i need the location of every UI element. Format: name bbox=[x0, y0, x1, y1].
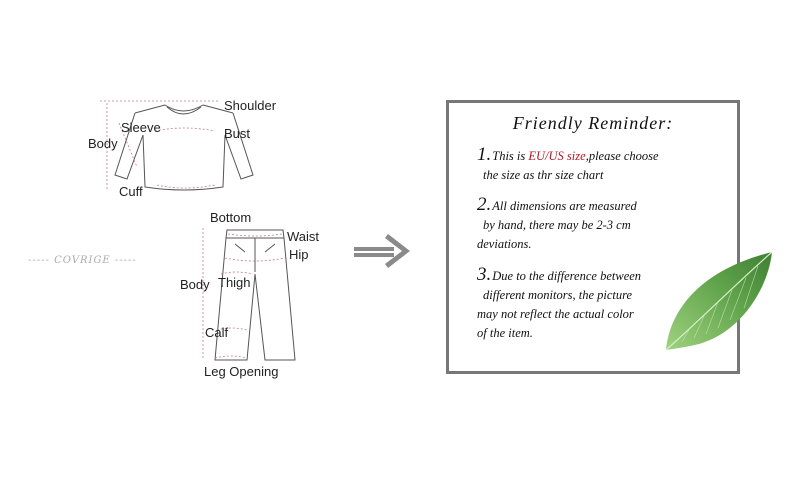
leg-opening-label: Leg Opening bbox=[204, 364, 279, 379]
cuff-label: Cuff bbox=[119, 184, 143, 199]
item-2-number: 2. bbox=[477, 194, 492, 215]
item-2-line-3: deviations. bbox=[477, 237, 532, 251]
item-3-line-4: of the item. bbox=[477, 326, 533, 340]
hip-label: Hip bbox=[289, 247, 309, 262]
thigh-label: Thigh bbox=[218, 275, 251, 290]
eu-us-size-highlight: EU/US size bbox=[528, 149, 586, 163]
item-3-line-1: Due to the difference between bbox=[492, 269, 642, 283]
bottom-label: Bottom bbox=[210, 210, 252, 225]
item-1-number: 1. bbox=[477, 144, 492, 165]
item-3-line-2: different monitors, the picture bbox=[483, 288, 633, 302]
item-3-line-3: may not reflect the actual color bbox=[477, 307, 634, 321]
reminder-item-2 bbox=[477, 195, 707, 254]
calf-label: Calf bbox=[205, 325, 229, 340]
bust-label: Bust bbox=[224, 126, 251, 141]
brand-watermark: ----- COVRIGE ----- bbox=[28, 255, 137, 266]
item-2-line-2: by hand, there may be 2-3 cm bbox=[483, 218, 631, 232]
waist-label: Waist bbox=[287, 229, 320, 244]
reminder-title: Friendly Reminder: bbox=[512, 113, 674, 133]
shirt-body-label: Body bbox=[88, 136, 118, 151]
item-3-number: 3. bbox=[477, 264, 492, 285]
shoulder-label: Shoulder bbox=[224, 98, 277, 113]
pants-body-label: Body bbox=[180, 277, 210, 292]
item-1-text-pre: This is bbox=[492, 149, 529, 163]
sleeve-label: Sleeve bbox=[121, 120, 161, 135]
leaf-icon bbox=[660, 250, 780, 355]
item-1-text-post: ,please choose bbox=[585, 149, 659, 163]
reminder-item-1 bbox=[477, 145, 707, 185]
item-1-line-2: the size as thr size chart bbox=[483, 168, 604, 182]
arrow-right-icon bbox=[352, 232, 414, 270]
item-2-line-1: All dimensions are measured bbox=[492, 199, 637, 213]
